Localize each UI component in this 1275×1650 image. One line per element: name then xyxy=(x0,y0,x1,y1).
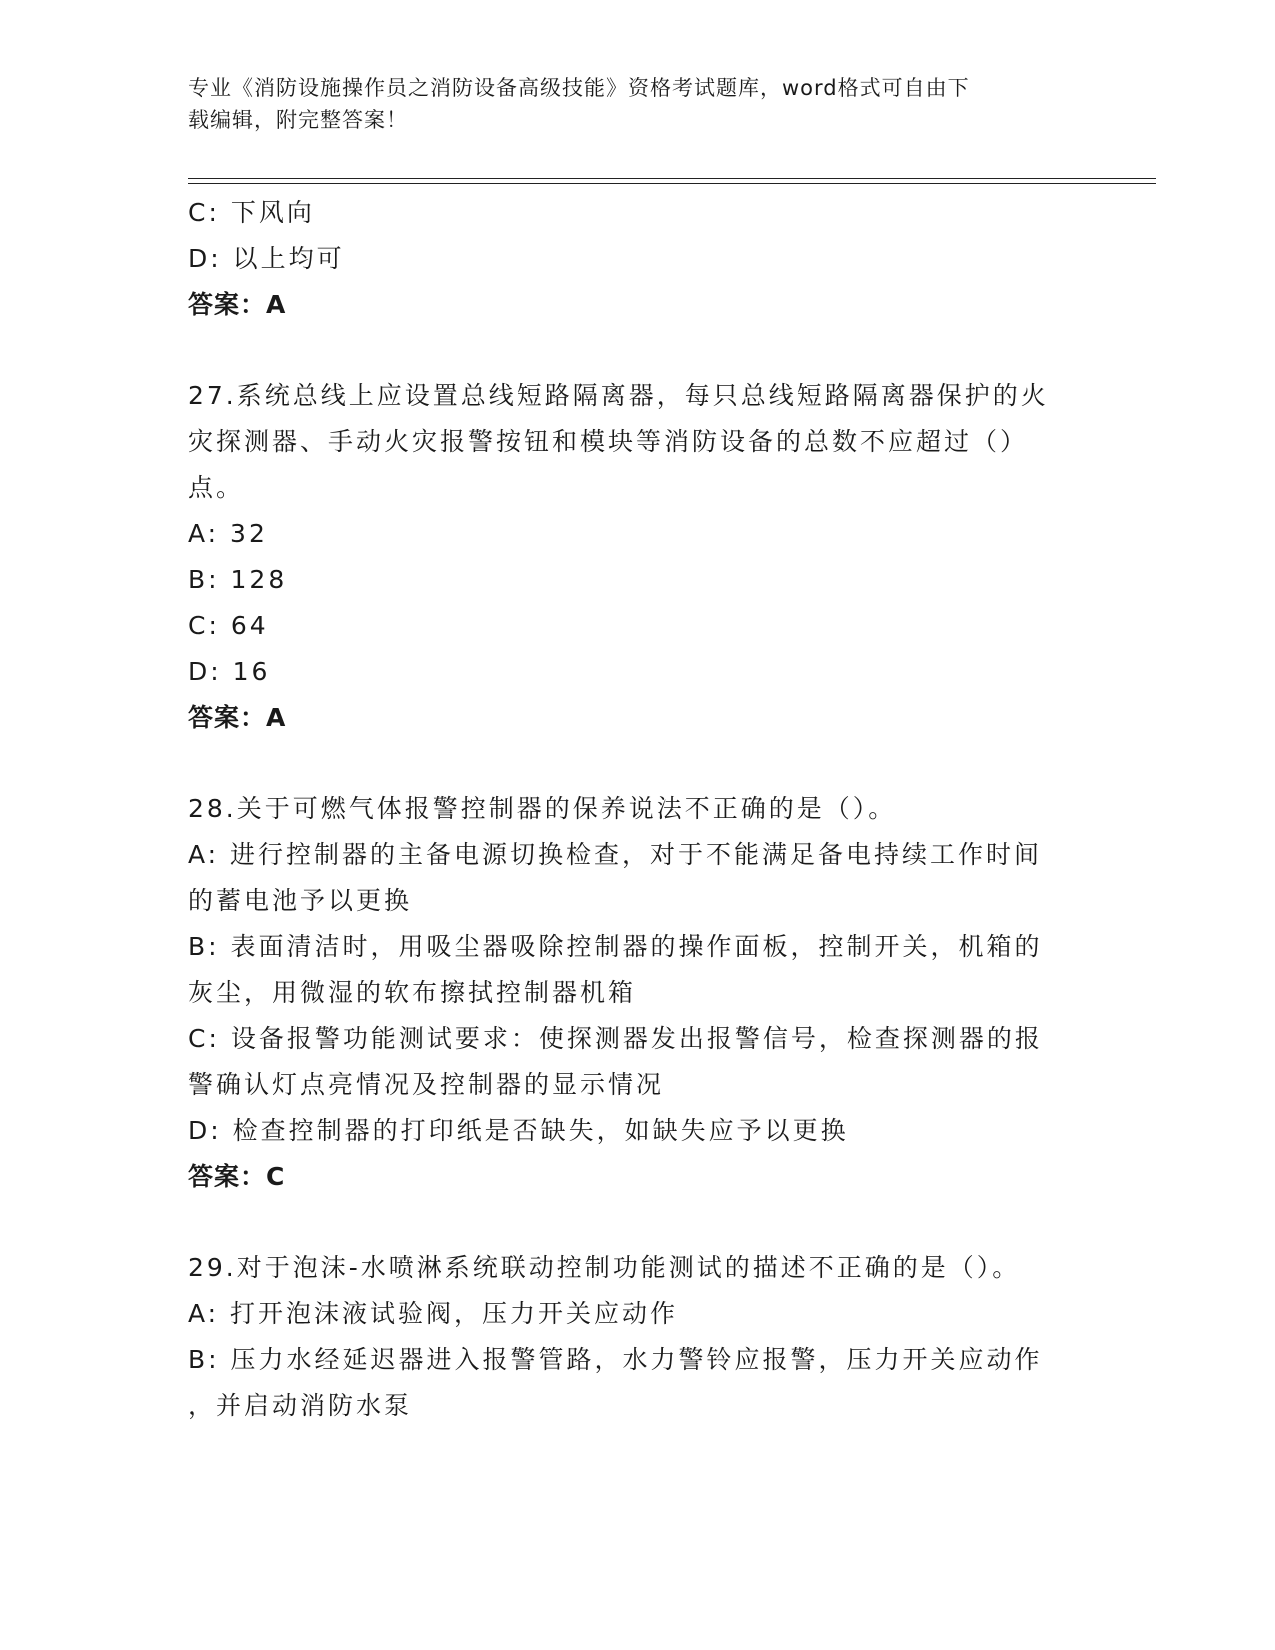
q27-option-d: D: 16 xyxy=(188,657,271,686)
q27-option-c: C: 64 xyxy=(188,611,269,640)
q27-option-b: B: 128 xyxy=(188,565,288,594)
q26-answer: 答案：A xyxy=(188,290,287,319)
q29-option-b-line-1: B: 压力水经延迟器进入报警管路，水力警铃应报警，压力开关应动作 xyxy=(188,1345,1043,1374)
question-26-tail xyxy=(188,190,1088,328)
q27-stem-line-1: 27.系统总线上应设置总线短路隔离器，每只总线短路隔离器保护的火 xyxy=(188,381,1049,410)
page-header xyxy=(188,72,1088,136)
question-29 xyxy=(188,1245,1088,1429)
q28-option-a-line-1: A: 进行控制器的主备电源切换检查，对于不能满足备电持续工作时间 xyxy=(188,840,1043,869)
q27-answer: 答案：A xyxy=(188,703,287,732)
q27-option-a: A: 32 xyxy=(188,519,268,548)
q28-stem: 28.关于可燃气体报警控制器的保养说法不正确的是（）。 xyxy=(188,794,897,823)
q28-option-d: D: 检查控制器的打印纸是否缺失，如缺失应予以更换 xyxy=(188,1116,849,1145)
q28-answer: 答案：C xyxy=(188,1162,286,1191)
header-rule-top xyxy=(188,178,1156,179)
q26-option-d: D: 以上均可 xyxy=(188,244,345,273)
q28-option-a-line-2: 的蓄电池予以更换 xyxy=(188,886,413,915)
header-rule-bottom xyxy=(188,183,1156,184)
header-line-1: 专业《消防设施操作员之消防设备高级技能》资格考试题库，word格式可自由下 xyxy=(188,76,970,100)
q29-option-a: A: 打开泡沫液试验阀，压力开关应动作 xyxy=(188,1299,679,1328)
question-content xyxy=(188,190,1088,1429)
q28-option-b-line-1: B: 表面清洁时，用吸尘器吸除控制器的操作面板，控制开关，机箱的 xyxy=(188,932,1043,961)
q27-stem-line-3: 点。 xyxy=(188,473,245,502)
q29-option-b-line-2: ，并启动消防水泵 xyxy=(188,1391,413,1420)
q29-stem: 29.对于泡沫-水喷淋系统联动控制功能测试的描述不正确的是（）。 xyxy=(188,1253,1021,1282)
question-28 xyxy=(188,786,1088,1200)
q28-option-c-line-1: C: 设备报警功能测试要求：使探测器发出报警信号，检查探测器的报 xyxy=(188,1024,1043,1053)
header-line-2: 载编辑，附完整答案！ xyxy=(188,108,408,132)
q26-option-c: C: 下风向 xyxy=(188,198,315,227)
q27-stem-line-2: 灾探测器、手动火灾报警按钮和模块等消防设备的总数不应超过（） xyxy=(188,427,1029,456)
q28-option-c-line-2: 警确认灯点亮情况及控制器的显示情况 xyxy=(188,1070,665,1099)
question-27 xyxy=(188,373,1088,741)
q28-option-b-line-2: 灰尘，用微湿的软布擦拭控制器机箱 xyxy=(188,978,637,1007)
